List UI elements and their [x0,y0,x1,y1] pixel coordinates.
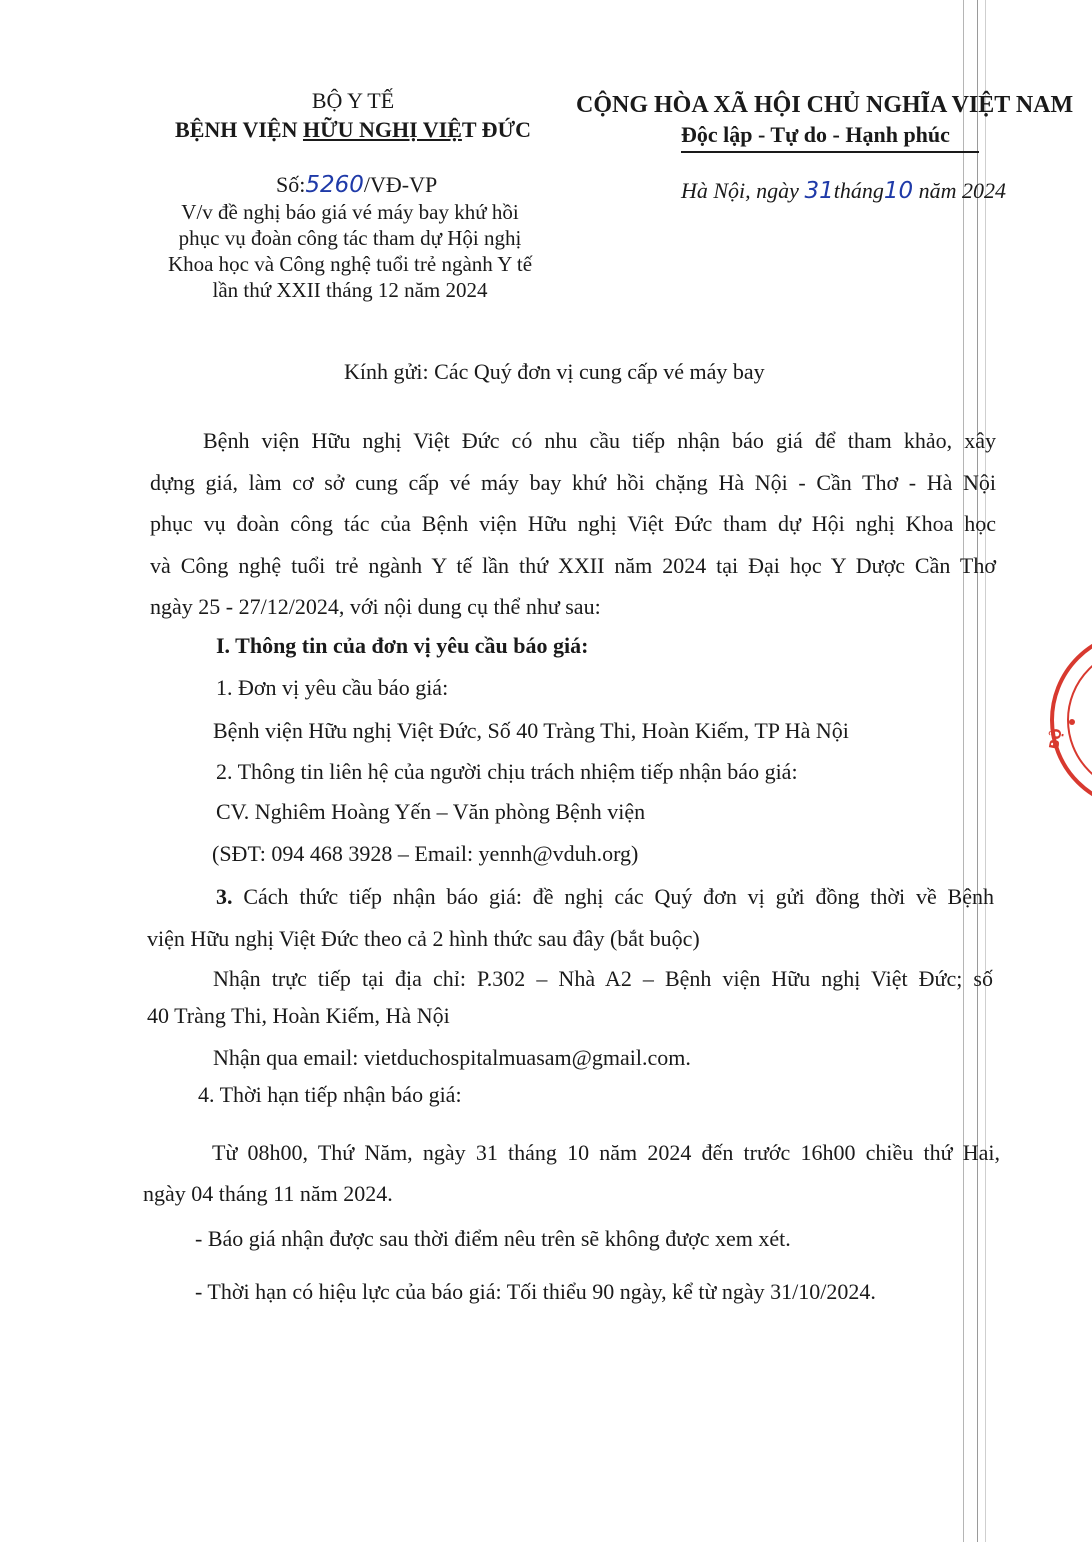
intro-line: phục vụ đoàn công tác của Bệnh viện Hữu nghị Việt Đức tham dự Hội nghị Khoa học [150,511,996,536]
item-3-line: viện Hữu nghị Việt Đức theo cả 2 hình thức sau đây (bắt buộc) [147,926,700,951]
ministry-name: BỘ Y TẾ [311,88,395,113]
item-4-line: Từ 08h00, Thứ Năm, ngày 31 tháng 10 năm 2024 đến trước 16h00 chiều thứ Hai, [212,1140,1000,1165]
subject-line: phục vụ đoàn công tác tham dự Hội nghị [178,226,522,250]
subject-line: lần thứ XXII tháng 12 năm 2024 [212,278,488,302]
intro-line: Bệnh viện Hữu nghị Việt Đức có nhu cầu tiếp nhận báo giá để tham khảo, xây [203,428,996,453]
item-3-number: 3. [216,884,233,909]
number-suffix: /VĐ-VP [363,172,438,197]
date-suffix: năm 2024 [913,178,1007,203]
intro-line: dựng giá, làm cơ sở cung cấp vé máy bay khứ hồi chặng Hà Nội - Cần Thơ - Hà Nội [150,470,996,495]
subject-line: V/v đề nghị báo giá vé máy bay khứ hồi [181,200,519,224]
item-1-value: Bệnh viện Hữu nghị Việt Đức, Số 40 Tràng Thi, Hoàn Kiếm, TP Hà Nội [213,718,849,743]
recipient: Kính gửi: Các Quý đơn vị cung cấp vé máy bay [344,359,765,384]
item-3-line [216,884,994,910]
hospital-name [140,117,566,143]
stamp-text: BỘ [1047,727,1066,751]
item-3-direct: 40 Tràng Thi, Hoàn Kiếm, Hà Nội [147,1003,450,1028]
date-day: 31 [804,178,834,204]
number-handwritten: 5260 [305,172,364,198]
motto: Độc lập - Tự do - Hạnh phúc [681,122,950,147]
intro-line: và Công nghệ tuổi trẻ ngành Y tế lần thứ XXII năm 2024 tại Đại học Y Dược Cần Thơ [150,553,996,578]
date-line [681,178,1006,204]
item-1-label: 1. Đơn vị yêu cầu báo giá: [216,675,449,700]
country-name: CỘNG HÒA XÃ HỘI CHỦ NGHĨA VIỆT NAM [576,92,1074,118]
scan-line [977,0,978,1542]
note-line: - Báo giá nhận được sau thời điểm nêu trên sẽ không được xem xét. [195,1226,791,1251]
item-3-email: Nhận qua email: vietduchospitalmuasam@gmail.com. [213,1045,691,1070]
item-4-label: 4. Thời hạn tiếp nhận báo giá: [198,1082,462,1107]
motto-underline [681,151,979,153]
date-month: 10 [883,178,914,204]
item-3-text: Cách thức tiếp nhận báo giá: đề nghị các Quý đơn vị gửi đồng thời về Bệnh [232,884,994,909]
hospital-name-part1: BỆNH VIỆN [175,117,303,142]
section-1-title: I. Thông tin của đơn vị yêu cầu báo giá: [216,633,589,658]
stamp-seal [1040,630,1092,810]
document-number [276,172,437,198]
item-2-contact: CV. Nghiêm Hoàng Yến – Văn phòng Bệnh viện [216,799,646,824]
date-month-label: tháng [833,178,884,203]
scan-line [985,0,986,1542]
item-2-phone: (SĐT: 094 468 3928 – Email: yennh@vduh.org) [212,841,639,866]
hospital-name-part3: T ĐỨC [461,117,531,142]
note-line: - Thời hạn có hiệu lực của báo giá: Tối thiểu 90 ngày, kể từ ngày 31/10/2024. [195,1279,876,1304]
scan-line [963,0,964,1542]
date-prefix: Hà Nội, ngày [681,178,805,203]
item-3-direct: Nhận trực tiếp tại địa chỉ: P.302 – Nhà A2 – Bệnh viện Hữu nghị Việt Đức; số [213,966,993,991]
hospital-name-part2: HỮU NGHỊ VIỆ [302,117,462,142]
number-prefix: Số: [276,172,306,197]
item-4-line: ngày 04 tháng 11 năm 2024. [143,1181,393,1206]
subject-line: Khoa học và Công nghệ tuổi trẻ ngành Y tế [167,252,533,276]
item-2-label: 2. Thông tin liên hệ của người chịu trách nhiệm tiếp nhận báo giá: [216,759,798,784]
intro-line: ngày 25 - 27/12/2024, với nội dung cụ thể như sau: [150,594,601,619]
